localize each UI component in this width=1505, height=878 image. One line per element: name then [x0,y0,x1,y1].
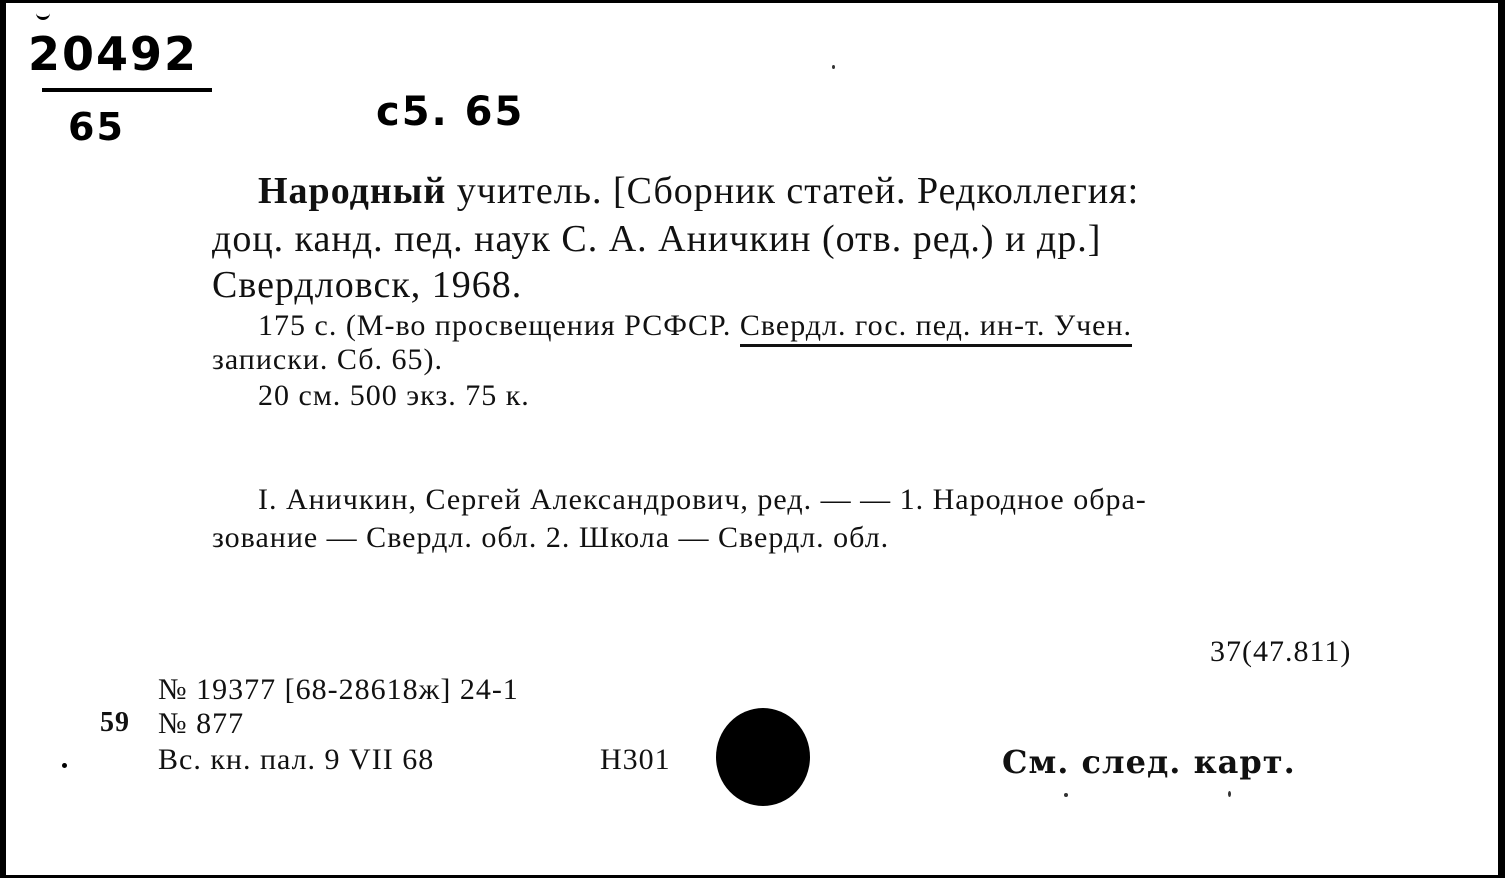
accession-divider [42,88,212,92]
collation-start: 175 с. (М-во просвещения РСФСР. [258,309,732,342]
tracings-line-2: зование — Свердл. обл. 2. Школа — Свердл. обл. [212,521,890,554]
side-number: 59 [100,707,130,738]
shelf-mark: c5. 65 [376,89,525,135]
accession-number: 20492 [28,27,199,81]
chamber-line: Вс. кн. пал. 9 VII 68 [158,743,435,776]
series-underlined: Свердл. гос. пед. ин-т. Учен. [740,309,1132,347]
hand-tick-mark [36,3,50,20]
see-next-card: См. след. карт. [1002,743,1296,781]
speck [1064,793,1068,797]
classification-code: 37(47.811) [1210,635,1352,668]
collation-line [258,309,1132,343]
size-copies-price: 20 см. 500 экз. 75 к. [258,379,530,412]
printer-code: Н301 [600,743,671,776]
entry-title: Народный [258,170,447,212]
entry-line-3: Свердловск, 1968. [212,264,523,306]
entry-line-1-rest: учитель. [Сборник статей. Редколлегия: [456,170,1140,212]
order-number: № 877 [158,707,245,740]
margin-dot [62,763,67,768]
number-line: № 19377 [68-28618ж] 24-1 [158,673,519,706]
accession-volume: 65 [68,105,125,149]
speck [832,65,835,69]
ink-dot-mark [716,708,810,806]
entry-line-2: доц. канд. пед. наук С. А. Аничкин (отв. ред.) и др.] [212,218,1102,260]
collation-continuation: записки. Сб. 65). [212,343,443,376]
speck [1228,791,1231,797]
entry-line-1 [258,169,1139,213]
tracings-line-1: I. Аничкин, Сергей Александрович, ред. — — 1. Народное обра- [258,483,1147,516]
